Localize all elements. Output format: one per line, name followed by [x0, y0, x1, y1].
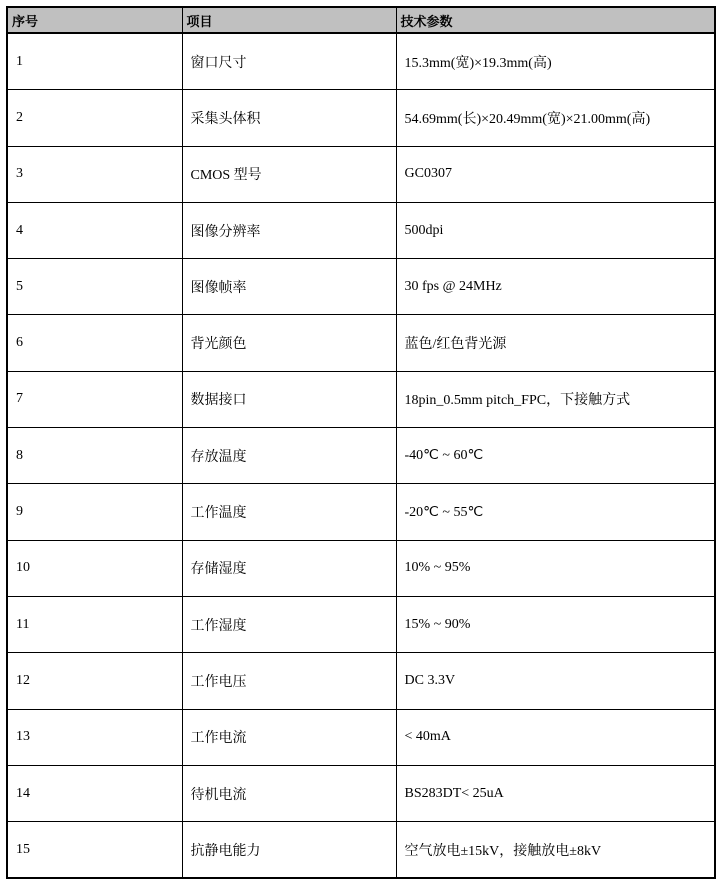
cell-item: 采集头体积 — [182, 90, 396, 146]
cell-param: 18pin_0.5mm pitch_FPC，下接触方式 — [396, 371, 715, 427]
table-row — [7, 540, 715, 596]
cell-param: BS283DT< 25uA — [396, 765, 715, 821]
cell-no: 6 — [7, 315, 182, 371]
cell-no: 4 — [7, 202, 182, 258]
cell-item: 图像分辨率 — [182, 202, 396, 258]
cell-param: 54.69mm(长)×20.49mm(宽)×21.00mm(高) — [396, 90, 715, 146]
table-row — [7, 371, 715, 427]
cell-param: 15.3mm(宽)×19.3mm(高) — [396, 33, 715, 90]
cell-item: 待机电流 — [182, 765, 396, 821]
cell-no: 12 — [7, 653, 182, 709]
table-row — [7, 315, 715, 371]
cell-item: 窗口尺寸 — [182, 33, 396, 90]
cell-item: 存放温度 — [182, 428, 396, 484]
cell-no: 14 — [7, 765, 182, 821]
cell-no: 5 — [7, 259, 182, 315]
cell-param: 500dpi — [396, 202, 715, 258]
cell-param: 蓝色/红色背光源 — [396, 315, 715, 371]
header-param: 技术参数 — [396, 7, 715, 33]
table-row — [7, 202, 715, 258]
cell-no: 10 — [7, 540, 182, 596]
cell-item: 图像帧率 — [182, 259, 396, 315]
cell-param: 30 fps @ 24MHz — [396, 259, 715, 315]
table-row — [7, 765, 715, 821]
cell-no: 9 — [7, 484, 182, 540]
cell-item: CMOS 型号 — [182, 146, 396, 202]
header-row — [7, 7, 715, 33]
table-row — [7, 822, 715, 879]
cell-no: 8 — [7, 428, 182, 484]
spec-table — [6, 6, 716, 879]
cell-param: -40℃ ~ 60℃ — [396, 428, 715, 484]
table-body — [7, 33, 715, 878]
cell-param: GC0307 — [396, 146, 715, 202]
cell-no: 15 — [7, 822, 182, 879]
cell-item: 工作湿度 — [182, 596, 396, 652]
cell-no: 7 — [7, 371, 182, 427]
cell-item: 工作温度 — [182, 484, 396, 540]
table-row — [7, 653, 715, 709]
table-row — [7, 596, 715, 652]
cell-no: 1 — [7, 33, 182, 90]
cell-item: 存储湿度 — [182, 540, 396, 596]
cell-no: 3 — [7, 146, 182, 202]
table-row — [7, 484, 715, 540]
cell-no: 11 — [7, 596, 182, 652]
cell-item: 背光颜色 — [182, 315, 396, 371]
cell-param: 空气放电±15kV，接触放电±8kV — [396, 822, 715, 879]
header-item: 项目 — [182, 7, 396, 33]
cell-item: 工作电流 — [182, 709, 396, 765]
cell-param: DC 3.3V — [396, 653, 715, 709]
cell-item: 工作电压 — [182, 653, 396, 709]
cell-no: 13 — [7, 709, 182, 765]
table-row — [7, 90, 715, 146]
table-row — [7, 259, 715, 315]
cell-param: < 40mA — [396, 709, 715, 765]
cell-item: 数据接口 — [182, 371, 396, 427]
table-row — [7, 146, 715, 202]
cell-param: 15% ~ 90% — [396, 596, 715, 652]
table-header — [7, 7, 715, 33]
cell-item: 抗静电能力 — [182, 822, 396, 879]
table-row — [7, 33, 715, 90]
cell-param: -20℃ ~ 55℃ — [396, 484, 715, 540]
cell-no: 2 — [7, 90, 182, 146]
cell-param: 10% ~ 95% — [396, 540, 715, 596]
header-no: 序号 — [7, 7, 182, 33]
table-row — [7, 709, 715, 765]
table-row — [7, 428, 715, 484]
